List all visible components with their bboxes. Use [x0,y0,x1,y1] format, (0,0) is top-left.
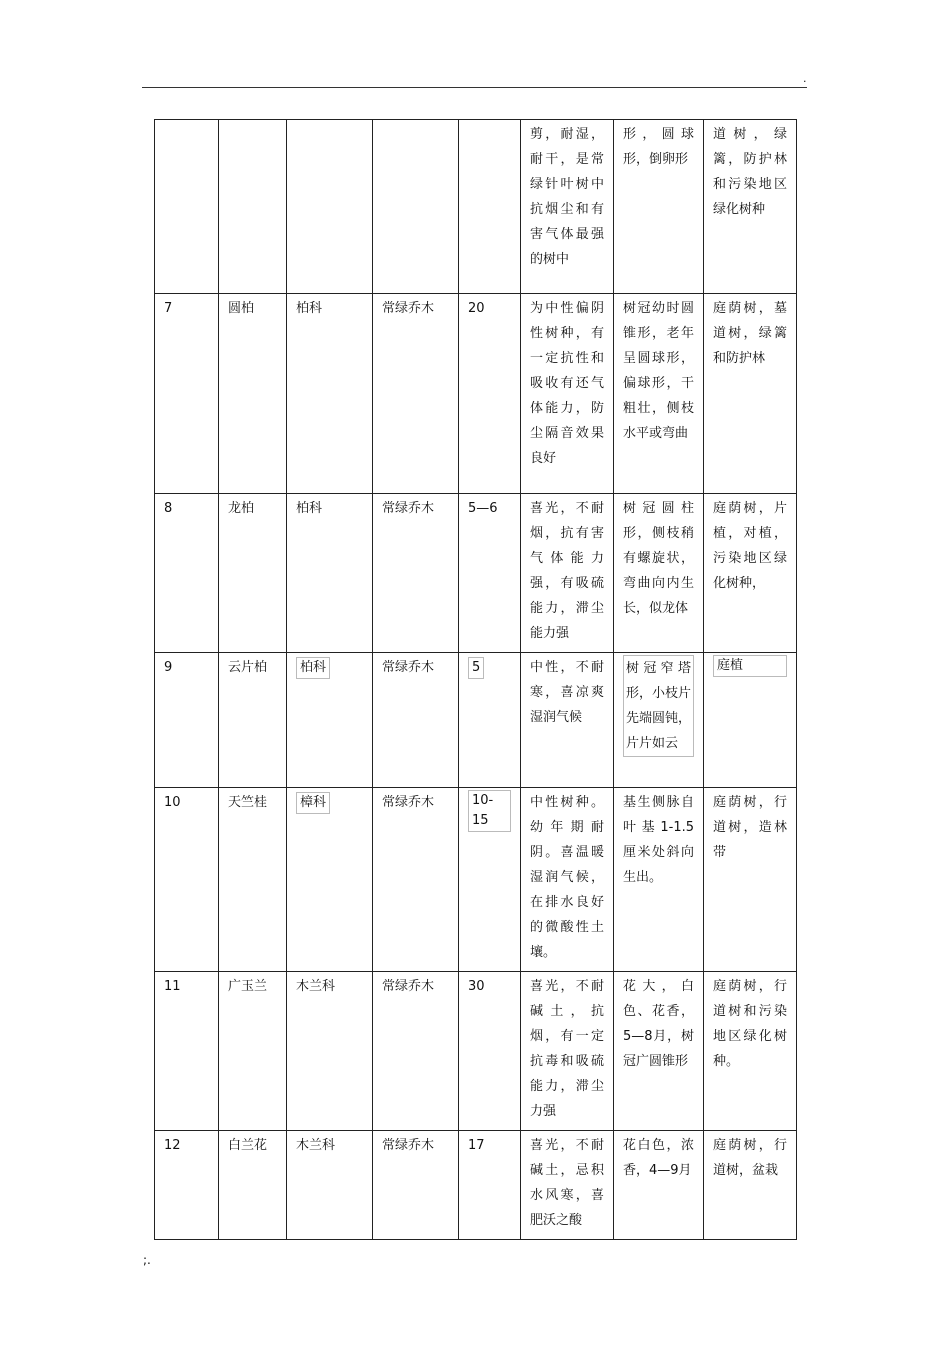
cell-height: 30 [459,972,521,1131]
cell-family [287,653,373,788]
cell-form: 形，圆球形，倒卵形 [614,120,704,294]
cell-family: 柏科 [287,494,373,653]
table-row [155,972,797,1131]
cell-use: 庭荫树，行道树和污染地区绿化树种。 [704,972,797,1131]
cell-use [704,653,797,788]
use-box: 庭植 [713,655,787,677]
header-dot-mark: . [803,72,807,85]
footer-mark: ;. [143,1253,151,1267]
cell-type [373,120,459,294]
cell-number: 8 [155,494,219,653]
table-row [155,788,797,972]
cell-family [287,120,373,294]
cell-name: 云片柏 [219,653,287,788]
cell-type: 常绿乔木 [373,653,459,788]
header-rule [142,87,807,88]
cell-height: 17 [459,1131,521,1240]
cell-name: 广玉兰 [219,972,287,1131]
cell-habit: 中性树种。幼年期耐阴。喜温暖湿润气候，在排水良好的微酸性土壤。 [521,788,614,972]
family-box: 樟科 [296,792,330,814]
cell-form: 花白色，浓香，4—9月 [614,1131,704,1240]
cell-form: 树冠圆柱形，侧枝稍有螺旋状，弯曲向内生长，似龙体 [614,494,704,653]
cell-form [614,653,704,788]
cell-type: 常绿乔木 [373,1131,459,1240]
cell-height: 20 [459,294,521,494]
cell-family: 柏科 [287,294,373,494]
cell-type: 常绿乔木 [373,294,459,494]
cell-family [287,788,373,972]
cell-use: 道树，绿篱，防护林和污染地区绿化树种 [704,120,797,294]
cell-habit: 喜光，不耐烟，抗有害气体能力强，有吸硫能力，滞尘能力强 [521,494,614,653]
family-box: 柏科 [296,657,330,679]
cell-habit: 喜光，不耐碱土，忌积水风寒，喜肥沃之酸 [521,1131,614,1240]
cell-family: 木兰科 [287,1131,373,1240]
cell-use: 庭荫树，行道树，盆栽 [704,1131,797,1240]
cell-number [155,120,219,294]
cell-use: 庭荫树，片植，对植，污染地区绿化树种， [704,494,797,653]
table-row [155,294,797,494]
cell-height [459,653,521,788]
cell-form: 花大，白色、花香，5—8月，树冠广圆锥形 [614,972,704,1131]
cell-name: 龙柏 [219,494,287,653]
cell-height [459,788,521,972]
plant-species-table [154,119,797,1240]
cell-number: 12 [155,1131,219,1240]
cell-habit: 为中性偏阴性树种，有一定抗性和吸收有还气体能力，防尘隔音效果良好 [521,294,614,494]
cell-number: 11 [155,972,219,1131]
cell-name: 天竺桂 [219,788,287,972]
cell-habit: 喜光，不耐碱土，抗烟，有一定抗毒和吸硫能力，滞尘力强 [521,972,614,1131]
form-box: 树冠窄塔形，小枝片先端圆钝，片片如云 [623,655,694,757]
cell-use: 庭荫树，墓道树，绿篱和防护林 [704,294,797,494]
cell-height: 5—6 [459,494,521,653]
cell-use: 庭荫树，行道树，造林带 [704,788,797,972]
cell-habit: 中性，不耐寒，喜凉爽湿润气候 [521,653,614,788]
cell-family: 木兰科 [287,972,373,1131]
cell-type: 常绿乔木 [373,788,459,972]
cell-habit: 剪，耐湿，耐干，是常绿针叶树中抗烟尘和有害气体最强的树中 [521,120,614,294]
table-row [155,1131,797,1240]
height-box: 5 [468,657,484,679]
cell-height [459,120,521,294]
cell-form: 树冠幼时圆锥形，老年呈圆球形，偏球形，干粗壮，侧枝水平或弯曲 [614,294,704,494]
cell-form: 基生侧脉自叶基1-1.5厘米处斜向生出。 [614,788,704,972]
cell-number: 10 [155,788,219,972]
cell-name [219,120,287,294]
table-row [155,120,797,294]
cell-number: 7 [155,294,219,494]
cell-name: 白兰花 [219,1131,287,1240]
table-row [155,494,797,653]
height-box: 10-15 [468,790,511,832]
table-row [155,653,797,788]
cell-number: 9 [155,653,219,788]
cell-type: 常绿乔木 [373,972,459,1131]
cell-name: 圆柏 [219,294,287,494]
cell-type: 常绿乔木 [373,494,459,653]
